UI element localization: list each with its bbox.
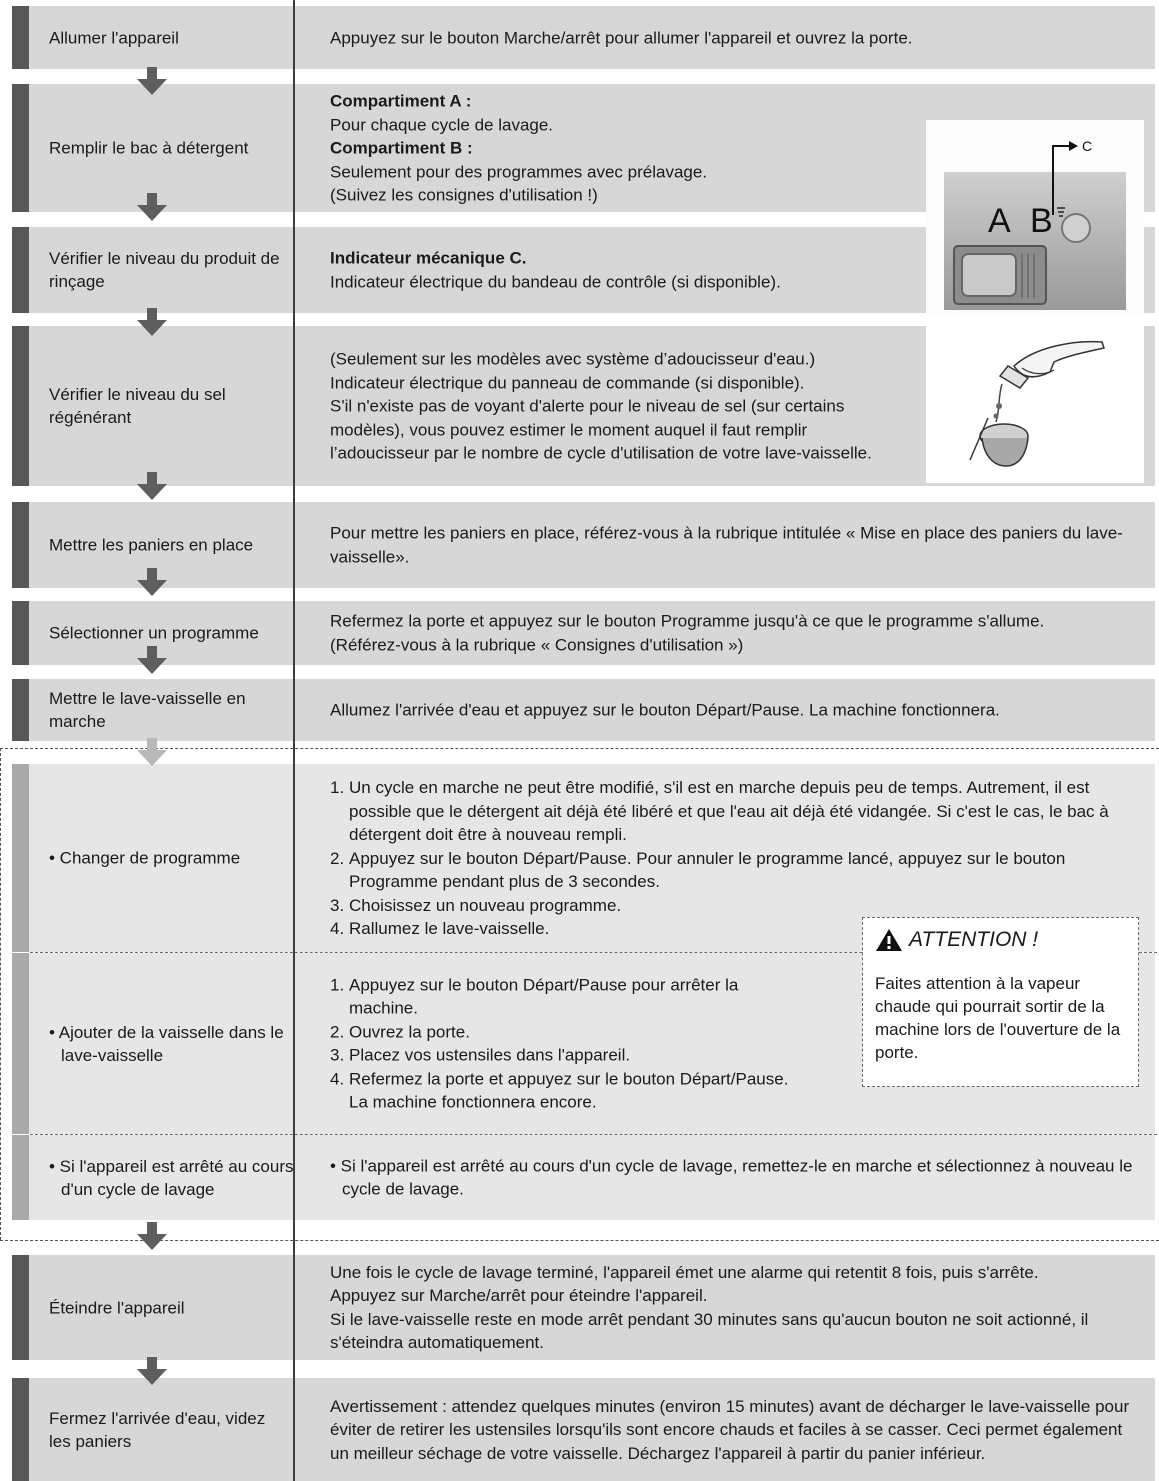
svg-text:B: B bbox=[1030, 202, 1053, 240]
row-accent bbox=[12, 764, 29, 952]
flow-arrow-icon bbox=[137, 646, 167, 674]
step-row-power-on bbox=[12, 6, 1155, 69]
flow-arrow-faded-icon bbox=[137, 738, 167, 766]
column-divider bbox=[293, 0, 295, 1481]
row-accent bbox=[12, 1135, 29, 1220]
attention-text: Faites attention à la vapeur chaude qui pourrait sortir de la machine lors de l'ouverture de la porte. bbox=[875, 974, 1121, 1062]
flow-arrow-icon bbox=[137, 1357, 167, 1385]
flow-arrow-icon bbox=[137, 1222, 167, 1250]
salt-refill-illustration-icon bbox=[926, 326, 1144, 483]
flow-arrow-icon bbox=[137, 67, 167, 95]
dispenser-illustration-icon bbox=[926, 120, 1144, 315]
list-item: 2. Appuyez sur le bouton Départ/Pause. Pour annuler le programme lancé, appuyez sur le bouton Programme pendant plus de 3 secondes. bbox=[330, 848, 1066, 891]
row-accent bbox=[12, 502, 29, 588]
list-item: 3. Choisissez un nouveau programme. bbox=[330, 895, 622, 915]
sub-label: • Si l'appareil est arrêté au cours d'un cycle de lavage bbox=[49, 1156, 294, 1199]
row-accent bbox=[12, 6, 29, 69]
flow-arrow-icon bbox=[137, 568, 167, 596]
list-item: 1. Appuyez sur le bouton Départ/Pause pour arrêter la machine. bbox=[330, 975, 739, 1018]
sub-content bbox=[330, 776, 1143, 941]
svg-text:A: A bbox=[988, 202, 1011, 240]
list-item: 4. Refermez la porte et appuyez sur le bouton Départ/Pause. bbox=[330, 1069, 789, 1088]
flow-arrow-icon bbox=[137, 193, 167, 221]
dashed-separator bbox=[30, 1134, 1157, 1135]
sub-content: 1. Appuyez sur le bouton Départ/Pause pour arrêter la machine. 2. Ouvrez la porte. 3. Placez vos ustensiles dans l'appareil. 4. Refermez la porte et appuyez sur le bouton Départ/Pause. La machine fonctionnera encore. bbox=[330, 973, 805, 1114]
step-content: Avertissement : attendez quelques minutes (environ 15 minutes) avant de décharger le lave-vaisselle pour éviter de retirer les ustensiles lorsqu'ils sont encore chauds et faciles à se casser. Ceci permet également un meilleur séchage de votre vaisselle. Déchargez l'appareil à partir du panier inférieur. bbox=[330, 1396, 1130, 1463]
warning-triangle-icon bbox=[875, 928, 903, 952]
step-label: Éteindre l'appareil bbox=[49, 1298, 185, 1317]
list-item: 3. Placez vos ustensiles dans l'appareil. bbox=[330, 1045, 631, 1065]
row-accent bbox=[12, 601, 29, 665]
flow-arrow-icon bbox=[137, 308, 167, 336]
svg-text:C: C bbox=[1082, 138, 1093, 154]
dashed-border-bottom bbox=[0, 1240, 1159, 1241]
step-content: Une fois le cycle de lavage terminé, l'appareil émet une alarme qui retentit 8 fois, puis s'arrête. Appuyez sur Marche/arrêt pour éteindre l'appareil. Si le lave-vaisselle reste en mode arrêt pendant 30 minutes sans qu'aucun bouton ne soit actionné, il s'éteindra automatiquement. bbox=[330, 1262, 1089, 1352]
step-row-start bbox=[12, 679, 1155, 741]
sub-label: • Changer de programme bbox=[49, 848, 241, 868]
step-label: Vérifier le niveau du produit de rinçage bbox=[49, 249, 280, 291]
step-row-baskets bbox=[12, 502, 1155, 588]
step-label: Allumer l'appareil bbox=[49, 28, 179, 47]
step-content: Indicateur mécanique C. Indicateur électrique du bandeau de contrôle (si disponible). bbox=[330, 248, 781, 291]
step-label: Mettre le lave-vaisselle en marche bbox=[49, 689, 246, 731]
sub-content: • Si l'appareil est arrêté au cours d'un cycle de lavage, remettez-le en marche et sélectionnez à nouveau le cycle de lavage. bbox=[330, 1156, 1133, 1199]
flow-arrow-icon bbox=[137, 472, 167, 500]
row-accent bbox=[12, 1255, 29, 1360]
list-item: 2. Ouvrez la porte. bbox=[330, 1022, 470, 1041]
step-row-unload bbox=[12, 1378, 1155, 1481]
step-row-program bbox=[12, 601, 1155, 665]
row-accent bbox=[12, 1378, 29, 1481]
step-content: Allumez l'arrivée d'eau et appuyez sur le bouton Départ/Pause. La machine fonctionnera. bbox=[330, 700, 1000, 720]
list-item: 1. Un cycle en marche ne peut être modifié, s'il est en marche depuis peu de temps. Autrement, il est possible que le détergent ait déjà été libéré et que l'eau ait déjà été vidangée. Si c'est le cas, le bac à détergent doit être à nouveau rempli. bbox=[330, 777, 1109, 844]
sub-label: • Ajouter de la vaisselle dans le lave-vaisselle bbox=[49, 1022, 284, 1065]
dashed-border-top bbox=[0, 748, 1159, 749]
list-item: 4. Rallumez le lave-vaisselle. bbox=[330, 918, 550, 938]
detergent-dispenser-figure bbox=[926, 120, 1144, 315]
step-label: Sélectionner un programme bbox=[49, 623, 259, 643]
attention-title: ATTENTION ! bbox=[875, 928, 1126, 952]
step-content: Pour mettre les paniers en place, référez-vous à la rubrique intitulée « Mise en place des paniers du lave-vaisselle». bbox=[330, 523, 1123, 566]
row-accent bbox=[12, 679, 29, 741]
step-content: Compartiment A : Pour chaque cycle de lavage. Compartiment B : Seulement pour des programmes avec prélavage. (Suivez les consignes d'utilisation !) bbox=[330, 91, 708, 205]
step-label: Fermez l'arrivée d'eau, videz les paniers bbox=[49, 1408, 266, 1451]
row-accent bbox=[12, 953, 29, 1134]
attention-box bbox=[862, 917, 1139, 1087]
dashed-border-left bbox=[0, 748, 1, 1240]
step-content: (Seulement sur les modèles avec système d’adoucisseur d'eau.) Indicateur électrique du panneau de commande (si disponible). S'il n'existe pas de voyant d'alerte pour le niveau de sel (sur certains modèles), vous pouvez estimer le moment auquel il faut remplir l’adoucisseur par le nombre de cycle d'utilisation de votre lave-vaisselle. bbox=[330, 349, 872, 463]
row-accent bbox=[12, 84, 29, 212]
salt-refill-figure bbox=[926, 326, 1144, 483]
step-content: Refermez la porte et appuyez sur le bouton Programme jusqu'à ce que le programme s'allume. (Référez-vous à la rubrique « Consignes d'utilisation ») bbox=[330, 611, 1045, 654]
sub-row-stopped bbox=[12, 1135, 1155, 1220]
row-accent bbox=[12, 227, 29, 313]
step-content: Appuyez sur le bouton Marche/arrêt pour allumer l'appareil et ouvrez la porte. bbox=[330, 27, 913, 47]
row-accent bbox=[12, 326, 29, 486]
step-label: Mettre les paniers en place bbox=[49, 535, 254, 555]
step-label: Vérifier le niveau du sel régénérant bbox=[49, 385, 226, 427]
step-row-power-off bbox=[12, 1255, 1155, 1360]
step-label: Remplir le bac à détergent bbox=[49, 138, 249, 158]
